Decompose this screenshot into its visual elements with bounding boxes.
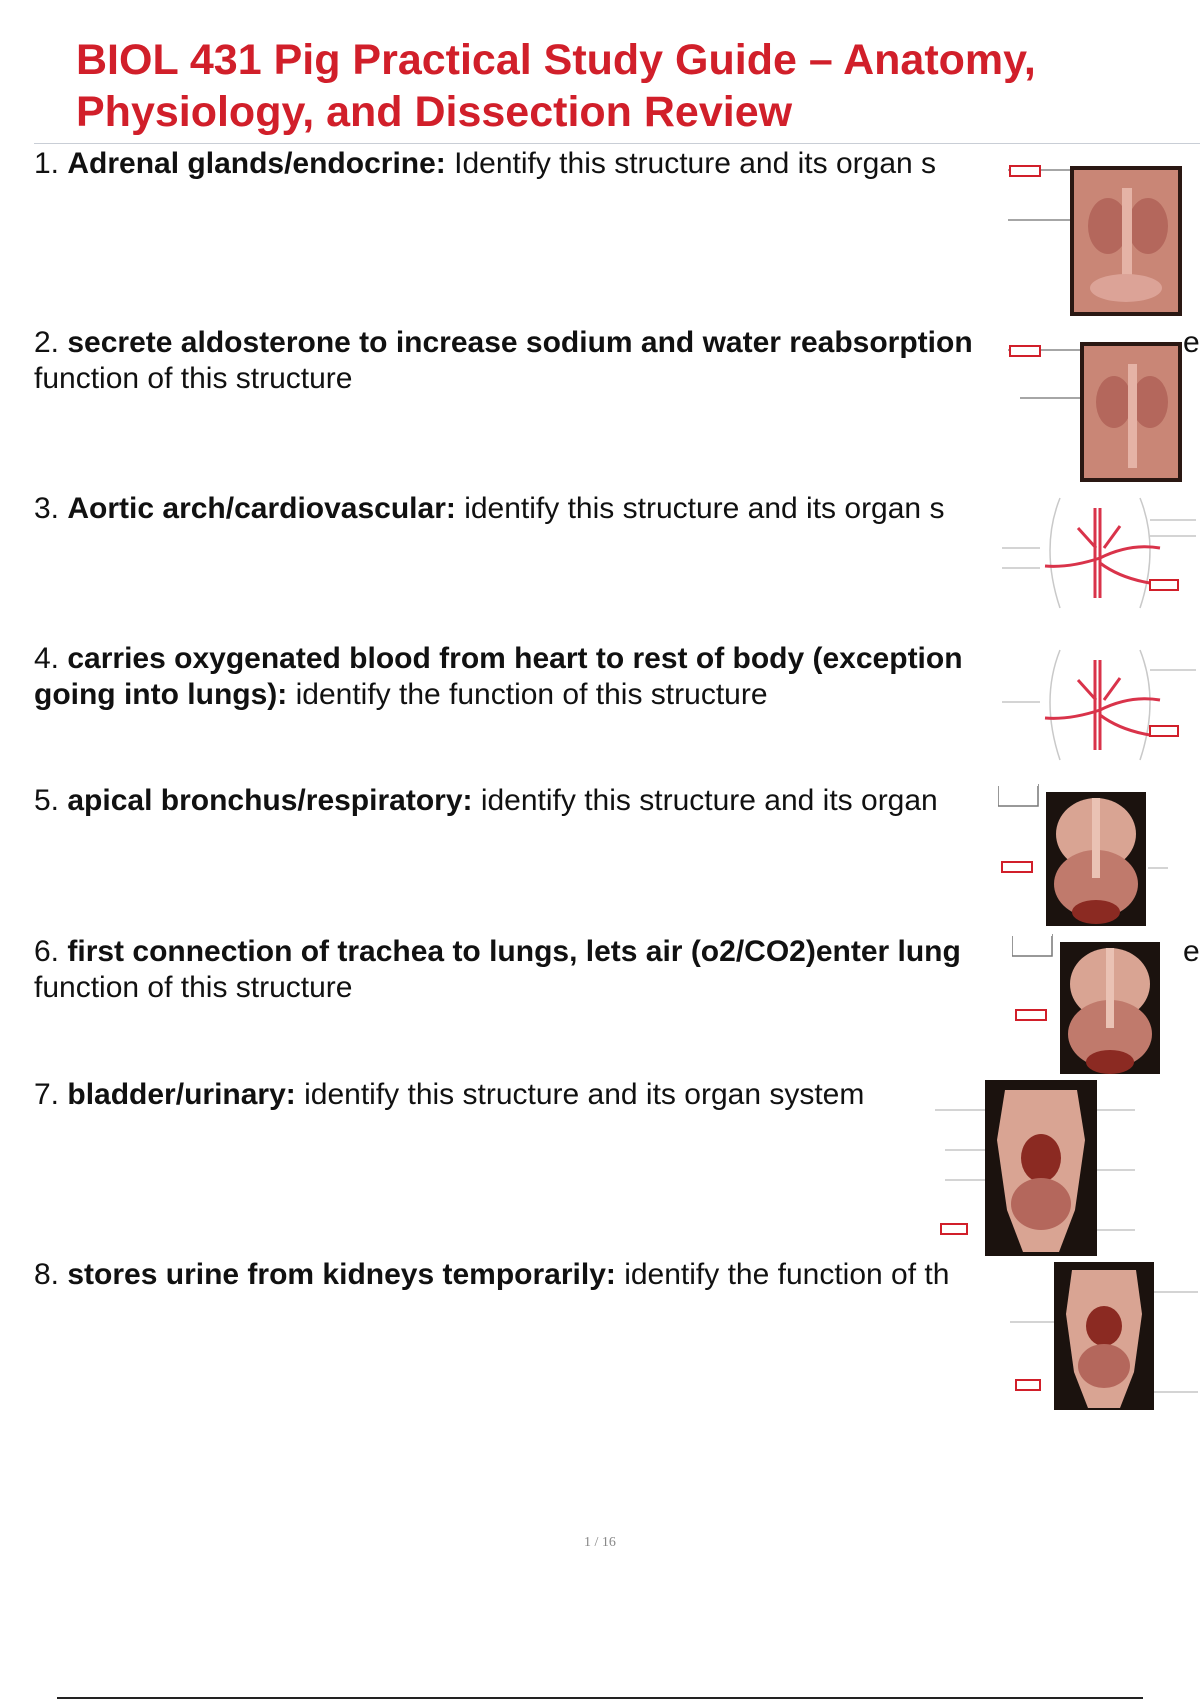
footer-divider	[57, 1697, 1143, 1699]
question-number: 2.	[34, 326, 60, 359]
question-term: bladder/urinary:	[67, 1078, 296, 1111]
figure-aortic-arch-1	[1000, 488, 1196, 618]
figure-bronchus-1	[998, 784, 1168, 926]
question-2-line-2: function of this structure	[34, 362, 353, 395]
question-term: carries oxygenated blood from heart to rest of body (exceptio	[67, 642, 945, 675]
question-term: first connection of trachea to lungs, lets air (o2/CO2)enter lung	[67, 935, 961, 968]
question-number: 8.	[34, 1258, 60, 1291]
fetal-pig-ventral-photo-icon	[1010, 1262, 1198, 1412]
question-2	[34, 325, 1029, 361]
question-4-line-2	[34, 677, 934, 713]
question-term-tail: on	[936, 326, 973, 359]
figure-bladder-1	[935, 1080, 1135, 1258]
question-prompt: identify the function of th	[615, 1258, 950, 1291]
question-prompt: identify this structure and its organ system	[295, 1078, 865, 1111]
thoracic-dissection-photo-icon	[998, 784, 1168, 926]
aortic-arch-diagram-icon	[1000, 488, 1196, 618]
question-6-line-2: function of this structure	[34, 971, 353, 1004]
question-term: apical bronchus/respiratory:	[67, 784, 473, 817]
question-7	[34, 1077, 924, 1113]
page-title	[76, 34, 1126, 138]
question-8	[34, 1257, 1009, 1293]
question-3	[34, 491, 1009, 527]
question-number: 7.	[34, 1078, 60, 1111]
question-term: Adrenal glands/endocrine:	[67, 147, 446, 180]
figure-adrenal-2	[1000, 330, 1182, 482]
figure-bronchus-2	[1012, 934, 1182, 1074]
question-4	[34, 641, 1019, 677]
question-5	[34, 783, 999, 819]
question-term-tail: n	[944, 642, 963, 675]
title-line-1: BIOL 431 Pig Practical Study Guide – Anatomy,	[76, 36, 1036, 84]
question-prompt: Identify this structure and its organ s	[445, 147, 937, 180]
question-number: 6.	[34, 935, 60, 968]
question-term: secrete aldosterone to increase sodium and water reabsorpti	[67, 326, 936, 359]
question-term: Aortic arch/cardiovascular:	[67, 492, 456, 525]
question-term: stores urine from kidneys temporarily:	[67, 1258, 616, 1291]
question-number: 4.	[34, 642, 60, 675]
question-1	[34, 146, 994, 182]
cut-off-text: e	[1183, 326, 1200, 359]
question-prompt: identify this structure and its organ s	[455, 492, 945, 525]
thoracic-dissection-photo-icon	[1012, 934, 1182, 1074]
cut-off-text: e	[1183, 935, 1200, 968]
aortic-arch-diagram-icon	[1000, 640, 1196, 768]
figure-aortic-arch-2	[1000, 640, 1196, 768]
figure-adrenal-1	[1000, 148, 1182, 316]
question-prompt: identify this structure and its organ	[472, 784, 938, 817]
question-prompt: identify the function of this structure	[287, 678, 768, 711]
question-number: 3.	[34, 492, 60, 525]
question-6	[34, 934, 1014, 970]
title-divider	[34, 143, 1200, 144]
fetal-pig-ventral-photo-icon	[935, 1080, 1135, 1258]
question-number: 5.	[34, 784, 60, 817]
question-number: 1.	[34, 147, 60, 180]
title-line-2: Physiology, and Dissection Review	[76, 88, 793, 136]
adrenal-dissection-photo-icon	[1000, 148, 1182, 316]
figure-bladder-2	[1010, 1262, 1198, 1412]
page-number: 1 / 16	[584, 1535, 616, 1550]
adrenal-dissection-photo-icon	[1000, 330, 1182, 482]
question-term: going into lungs):	[34, 678, 288, 711]
